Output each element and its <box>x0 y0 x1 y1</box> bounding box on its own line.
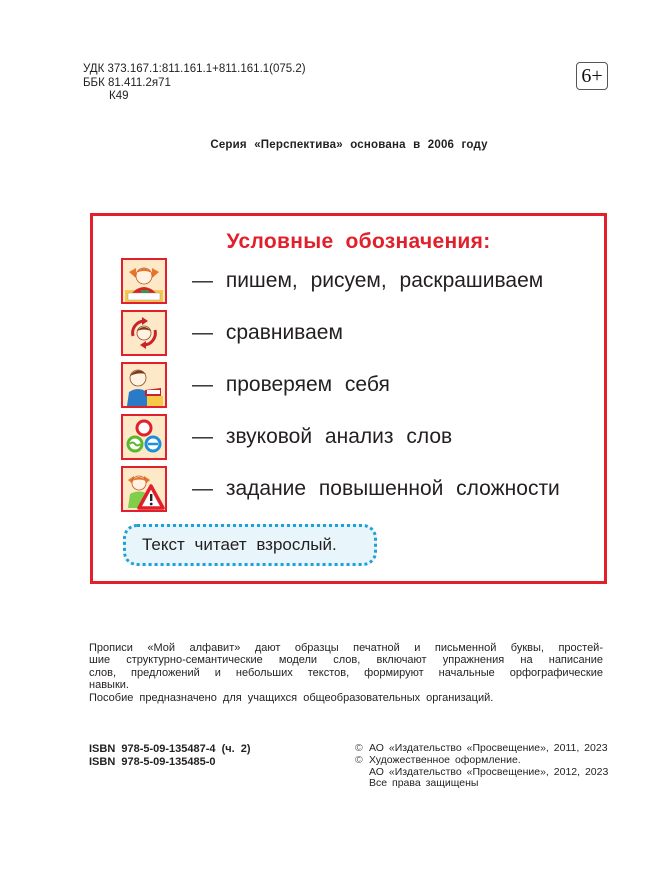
description-line: слов, предложений и небольших текстов, формируют начальные орфографические <box>89 666 603 679</box>
isbn-set: ISBN 978-5-09-135485-0 <box>89 755 216 768</box>
legend-text: — звуковой анализ слов <box>192 425 453 448</box>
copyright-spacer <box>355 767 369 779</box>
legend-text: — сравниваем <box>192 321 343 344</box>
bibliographic-codes <box>83 63 306 104</box>
book-description <box>89 642 603 704</box>
bbk-code: ББК 81.411.2я71 <box>83 76 171 89</box>
copyright-icon: © <box>355 753 363 766</box>
legend-item-sound-analysis <box>121 414 591 460</box>
girl-writing-icon <box>121 258 167 304</box>
copyright-spacer <box>355 778 369 790</box>
legend-item-write <box>121 258 591 304</box>
legend-title: Условные обозначения: <box>226 230 491 253</box>
copyright-text: АО «Издательство «Просвещение», 2011, 2023 <box>369 742 608 754</box>
legend-text: — проверяем себя <box>192 373 390 396</box>
adult-reads-note: Текст читает взрослый. <box>123 524 377 566</box>
sound-analysis-circles-icon <box>121 414 167 460</box>
copyright-line <box>355 778 608 790</box>
isbn-block <box>89 743 251 768</box>
legend-text: — задание повышенной сложности <box>192 477 560 500</box>
udk-code: УДК 373.167.1:811.161.1+811.161.1(075.2) <box>83 63 306 75</box>
legend-text: — пишем, рисуем, раскрашиваем <box>192 269 544 292</box>
description-line: шие структурно-семантические модели слов, включают упражнения на написание <box>89 654 603 667</box>
legend-item-advanced-task <box>121 466 591 512</box>
rights-reserved: Все права защищены <box>369 777 479 790</box>
copyright-text: Художественное оформление. <box>369 753 521 766</box>
audience-note: Пособие предназначено для учащихся общеобразовательных организаций. <box>89 691 494 704</box>
copyright-block <box>355 743 608 790</box>
description-line: Прописи «Мой алфавит» дают образцы печатной и письменной буквы, простей- <box>89 642 603 654</box>
age-rating-badge: 6+ <box>576 62 608 90</box>
compare-arrows-icon <box>121 310 167 356</box>
legend-box <box>90 213 607 584</box>
description-line: навыки. <box>89 679 129 692</box>
boy-checking-icon <box>121 362 167 408</box>
copyright-icon: © <box>355 742 363 754</box>
isbn-part: ISBN 978-5-09-135487-4 (ч. 2) <box>89 743 251 755</box>
series-note: Серия «Перспектива» основана в 2006 году <box>210 139 488 151</box>
copyright-line <box>355 755 608 767</box>
author-mark: К49 <box>109 90 129 102</box>
warning-triangle-girl-icon <box>121 466 167 512</box>
legend-item-self-check <box>121 362 591 408</box>
legend-item-compare <box>121 310 591 356</box>
copyright-text: АО «Издательство «Просвещение», 2012, 2023 <box>369 765 609 778</box>
